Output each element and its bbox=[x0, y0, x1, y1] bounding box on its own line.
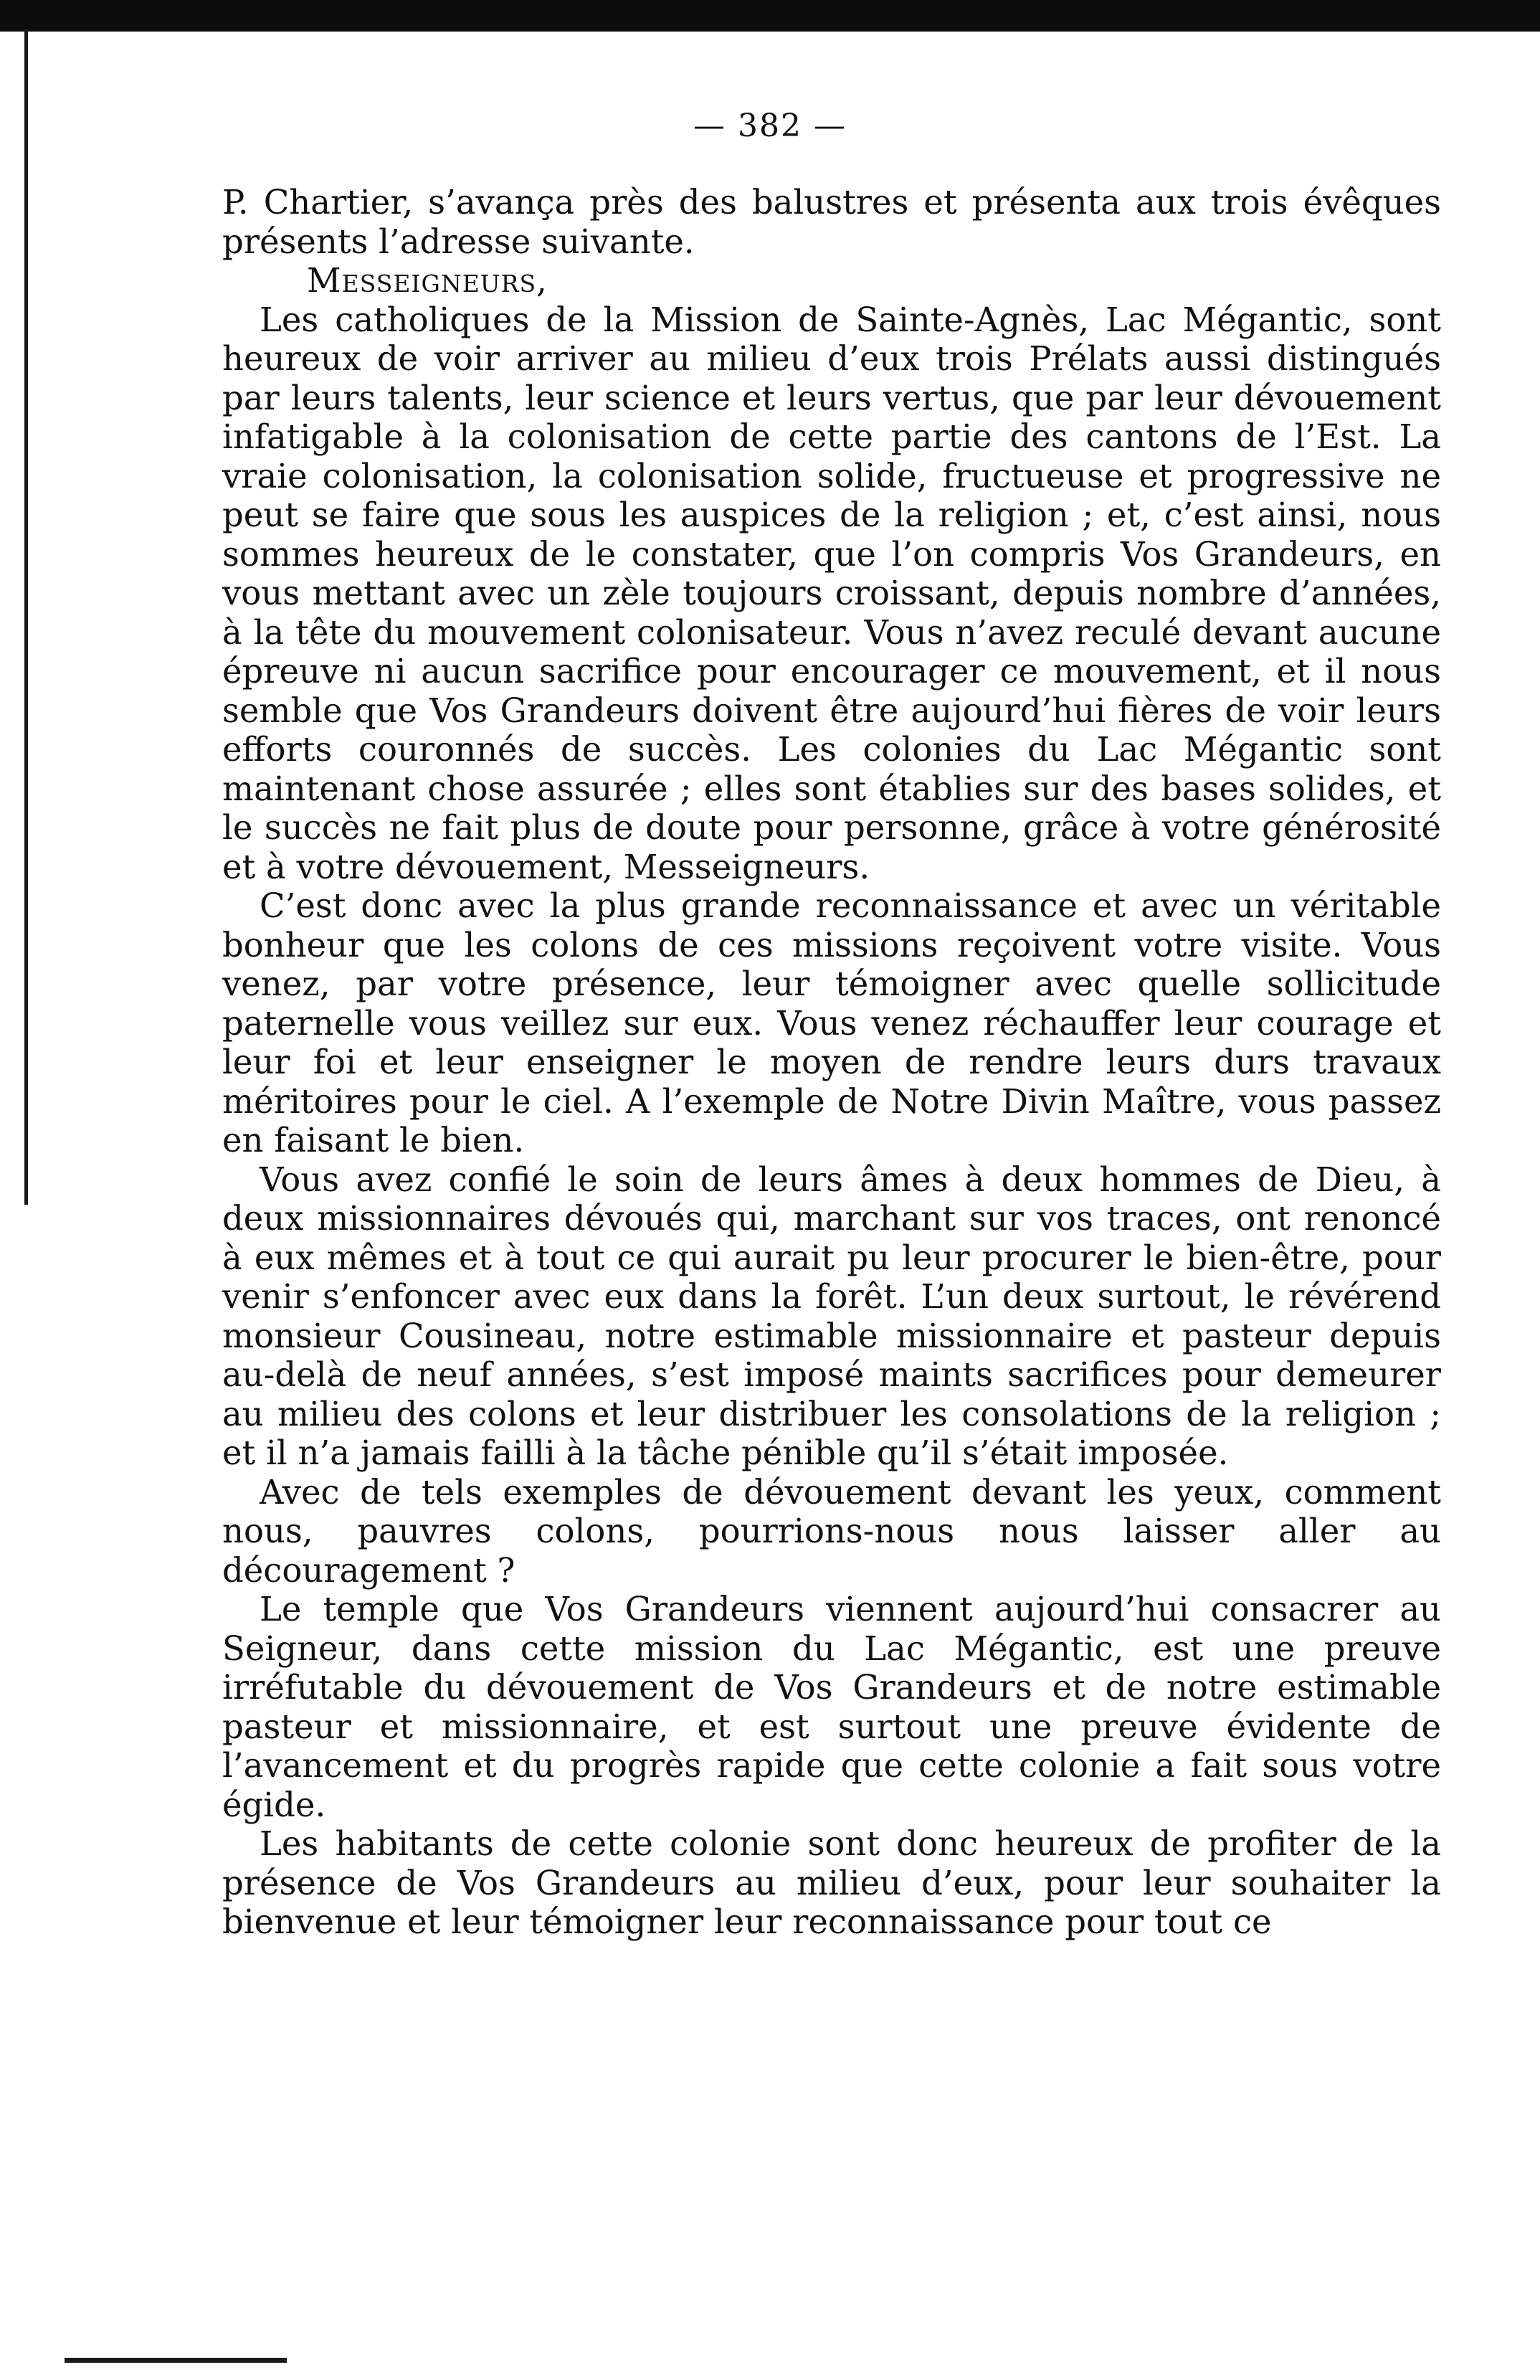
scan-left-edge bbox=[24, 29, 28, 1205]
paragraph: Les habitants de cette colonie sont donc heureux de profiter de la présence de Vos Grandeurs au milieu d’eux, pour leur souhaiter la bienvenue et leur témoigner leur reconnaissance pour tout ce bbox=[222, 1824, 1441, 1941]
paragraph: C’est donc avec la plus grande reconnaissance et avec un véritable bonheur que les colons de ces missions reçoivent votre visite. Vous venez, par votre présence, leur témoigner avec quelle sollicitude paternelle vous veillez sur eux. Vous venez réchauffer leur courage et leur foi et leur enseigner le moyen de rendre leurs durs travaux méritoires pour le ciel. A l’exemple de Notre Divin Maître, vous passez en faisant le bien. bbox=[222, 886, 1441, 1160]
scan-top-border bbox=[0, 0, 1540, 32]
paragraph-intro: P. Chartier, s’avança près des balustres et présenta aux trois évêques présents l’adresse suivante. bbox=[222, 183, 1441, 261]
page-number: — 382 — bbox=[693, 108, 847, 144]
paragraph: Vous avez confié le soin de leurs âmes à deux hommes de Dieu, à deux missionnaires dévoués qui, marchant sur vos traces, ont renoncé à eux mêmes et à tout ce qui aurait pu leur procurer le bien-être, pour venir s’enfoncer avec eux dans la forêt. L’un deux surtout, le révérend monsieur Cousineau, notre estimable missionnaire et pasteur depuis au-delà de neuf années, s’est imposé maints sacrifices pour demeurer au milieu des colons et leur distribuer les consolations de la religion ; et il n’a jamais failli à la tâche pénible qu’il s’était imposée. bbox=[222, 1160, 1441, 1472]
page-body-text bbox=[222, 183, 1441, 1942]
paragraph: Le temple que Vos Grandeurs viennent aujourd’hui consacrer au Seigneur, dans cette mission du Lac Mégantic, est une preuve irréfutable du dévouement de Vos Grandeurs et de notre estimable pasteur et missionnaire, et est surtout une preuve évidente de l’avancement et du progrès rapide que cette colonie a fait sous votre égide. bbox=[222, 1590, 1441, 1824]
paragraph: Avec de tels exemples de dévouement devant les yeux, comment nous, pauvres colons, pourrions-nous nous laisser aller au découragement ? bbox=[222, 1472, 1441, 1590]
scan-bottom-mark bbox=[65, 2358, 287, 2363]
paragraph: Les catholiques de la Mission de Sainte-Agnès, Lac Mégantic, sont heureux de voir arriver au milieu d’eux trois Prélats aussi distingués par leurs talents, leur science et leurs vertus, que par leur dévouement infatigable à la colonisation de cette partie des cantons de l’Est. La vraie colonisation, la colonisation solide, fructueuse et progressive ne peut se faire que sous les auspices de la religion ; et, c’est ainsi, nous sommes heureux de le constater, que l’on compris Vos Grandeurs, en vous mettant avec un zèle toujours croissant, depuis nombre d’années, à la tête du mouvement colonisateur. Vous n’avez reculé devant aucune épreuve ni aucun sacrifice pour encourager ce mouvement, et il nous semble que Vos Grandeurs doivent être aujourd’hui fières de voir leurs efforts couronnés de succès. Les colonies du Lac Mégantic sont maintenant chose assurée ; elles sont établies sur des bases solides, et le succès ne fait plus de doute pour personne, grâce à votre générosité et à votre dévouement, Messeigneurs. bbox=[222, 300, 1441, 886]
salutation: Messeigneurs, bbox=[307, 261, 548, 300]
